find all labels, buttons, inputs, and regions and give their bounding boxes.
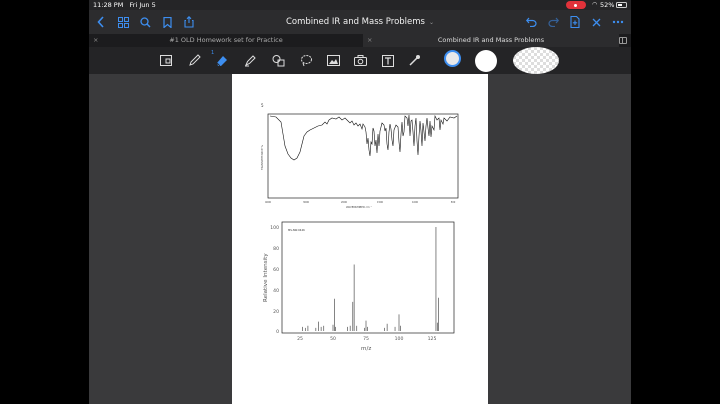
tab-combined-ir-mass[interactable] (363, 34, 619, 47)
laser-pointer-icon[interactable] (408, 54, 421, 67)
tab-close-icon[interactable]: × (367, 36, 373, 44)
ms-y-ticks (270, 225, 279, 335)
ir-spectrum (260, 103, 458, 209)
ms-x-tick: 25 (297, 337, 303, 342)
ir-x-tick: 3000 (302, 201, 310, 204)
status-time-date (93, 0, 156, 10)
ms-y-tick: 40 (273, 289, 279, 294)
close-icon[interactable] (588, 14, 604, 30)
split-view-icon[interactable] (619, 37, 627, 44)
highlighter-icon[interactable] (244, 54, 257, 67)
document-page[interactable] (232, 74, 488, 404)
document-title-text: Combined IR and Mass Problems (285, 17, 425, 27)
screen-record-icon (566, 1, 586, 9)
battery-icon (616, 2, 627, 8)
ms-x-axis-label: m/z (361, 346, 372, 352)
ir-y-axis-label: TRANSMITTANCE % (261, 144, 264, 170)
battery-percent: 52% (600, 1, 615, 9)
ms-y-tick: 80 (273, 247, 279, 252)
camera-icon[interactable] (354, 54, 367, 67)
shapes-icon[interactable] (272, 54, 285, 67)
ms-y-tick: 20 (273, 310, 279, 315)
status-time: 11:28 PM (93, 1, 124, 9)
eraser-icon[interactable] (216, 54, 229, 67)
tab-close-icon[interactable]: × (93, 36, 99, 44)
ms-y-tick: 60 (273, 268, 279, 273)
annotation-toolbar (89, 47, 631, 74)
ms-x-tick: 100 (394, 337, 404, 342)
wifi-icon: ◠ (592, 1, 598, 8)
lasso-icon[interactable] (300, 54, 313, 67)
more-options-icon[interactable] (610, 14, 626, 30)
ipad-screen (89, 0, 631, 404)
image-icon[interactable] (327, 54, 340, 67)
undo-icon[interactable] (523, 14, 539, 30)
navigation-bar (89, 10, 631, 34)
ms-y-tick: 100 (270, 226, 279, 231)
ms-y-tick: 0 (276, 330, 279, 335)
ir-spectrum-trace (270, 115, 457, 160)
ir-x-tick: 1500 (376, 201, 384, 204)
mass-spectrum (263, 222, 454, 352)
tab-label: Combined IR and Mass Problems (437, 36, 545, 44)
ir-x-tick: 4000 (264, 201, 272, 204)
ms-y-axis-label: Relative Intensity (263, 253, 269, 302)
ir-x-axis-label: WAVENUMBER cm⁻¹ (346, 206, 372, 209)
ms-x-tick: 50 (330, 337, 336, 342)
redo-icon[interactable] (545, 14, 561, 30)
tab-homework-set[interactable] (89, 34, 363, 47)
zoom-box-icon[interactable] (159, 54, 172, 67)
ms-x-tick: 125 (427, 337, 437, 342)
ir-x-tick: 500 (450, 201, 456, 204)
ms-x-tick: 75 (363, 337, 369, 342)
problem-number: 5 (261, 103, 264, 108)
status-bar (89, 0, 631, 10)
tab-label: #1 OLD Homework set for Practice (169, 36, 283, 44)
ms-peaks (303, 227, 439, 331)
ms-plot-frame (282, 222, 454, 333)
color-swatch-transparent[interactable] (513, 47, 559, 74)
page-content (232, 74, 488, 404)
text-box-icon[interactable] (381, 54, 394, 67)
title-chevron-down-icon: ⌄ (428, 19, 434, 26)
ir-x-tick: 2000 (340, 201, 348, 204)
color-swatch-white[interactable] (475, 50, 497, 72)
document-canvas[interactable] (89, 74, 631, 404)
ms-title: MS-NW-0446 (288, 229, 305, 232)
add-page-icon[interactable] (567, 14, 583, 30)
status-date: Fri Jun 5 (129, 1, 156, 9)
ms-x-ticks (297, 336, 436, 342)
document-tabs (89, 34, 631, 47)
ir-x-tick: 1000 (411, 201, 419, 204)
eraser-size-badge: 1 (211, 50, 215, 56)
color-swatch-light-selected[interactable] (444, 50, 461, 67)
pen-icon[interactable] (188, 54, 201, 67)
